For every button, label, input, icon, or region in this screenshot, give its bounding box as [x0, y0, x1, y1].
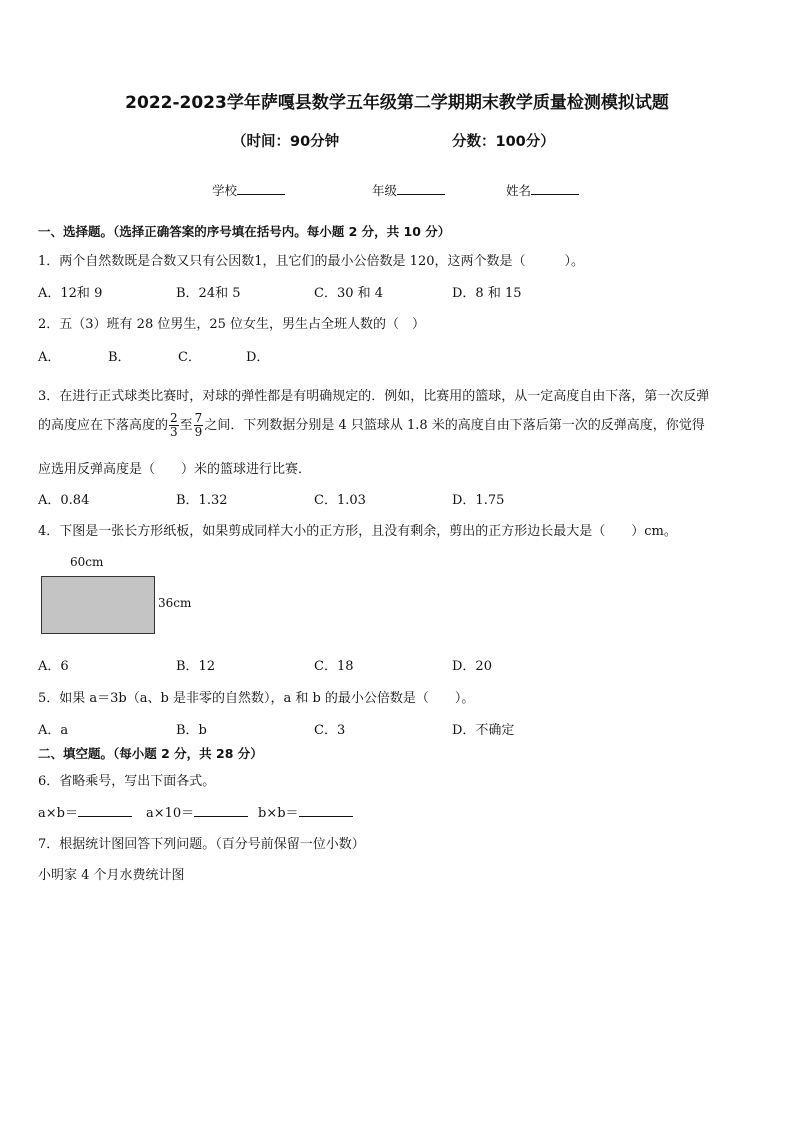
question-6: 6．省略乘号，写出下面各式。	[38, 774, 216, 789]
q1-option-a: A．12和 9	[38, 286, 103, 301]
school-blank	[237, 182, 285, 195]
answer-blank[interactable]	[78, 804, 132, 817]
name-field	[506, 181, 579, 199]
fraction-denominator: 9	[194, 425, 203, 439]
q3-text-b: 至	[179, 418, 193, 433]
grade-blank	[397, 182, 445, 195]
q3-option-c: C．1.03	[314, 493, 366, 508]
q5-option-c: C．3	[314, 723, 346, 738]
q4-option-d: D．20	[452, 659, 492, 674]
question-7: 7．根据统计图回答下列问题。（百分号前保留一位小数）	[38, 837, 365, 852]
question-3-line-1: 3．在进行正式球类比赛时，对球的弹性都是有明确规定的．例如，比赛用的篮球，从一定高度自由下落，第一次反弹	[38, 389, 710, 404]
school-field	[212, 181, 285, 199]
fraction-two-thirds	[169, 412, 179, 439]
q2-option-b: B．	[108, 350, 131, 365]
question-1: 1．两个自然数既是合数又只有公因数1，且它们的最小公倍数是 120，这两个数是（ ）。	[38, 254, 584, 269]
fraction-denominator: 3	[170, 425, 178, 439]
q3-option-b: B．1.32	[176, 493, 228, 508]
q2-option-d: D．	[246, 350, 270, 365]
cardboard-rectangle	[41, 576, 155, 634]
q4-option-b: B．12	[176, 659, 216, 674]
grade-field	[372, 181, 445, 199]
q3-option-d: D．1.75	[452, 493, 505, 508]
fraction-seven-ninths	[194, 412, 204, 439]
q1-option-c: C．30 和 4	[314, 286, 384, 301]
q3-option-a: A．0.84	[38, 493, 90, 508]
q1-option-d: D．8 和 15	[452, 286, 522, 301]
page-title: 2022-2023学年萨嘎县数学五年级第二学期期末教学质量检测模拟试题	[125, 93, 669, 113]
q6-fill-2	[146, 802, 248, 821]
q5-option-d: D．不确定	[452, 723, 515, 738]
name-blank	[531, 182, 579, 195]
exam-time: （时间：90分钟	[232, 134, 340, 150]
q1-option-b: B．24和 5	[176, 286, 241, 301]
question-2: 2．五（3）班有 28 位男生，25 位女生，男生占全班人数的（ ）	[38, 317, 426, 332]
q2-option-c: C．	[178, 350, 201, 365]
rectangle-height-label: 36cm	[158, 596, 192, 610]
q4-option-a: A．6	[38, 659, 69, 674]
name-label: 姓名	[506, 183, 532, 198]
q6-expression: a×10＝	[146, 806, 195, 821]
grade-label: 年级	[372, 183, 398, 198]
question-3-line-3: 应选用反弹高度是（ ）米的篮球进行比赛．	[38, 462, 312, 477]
q4-option-c: C．18	[314, 659, 354, 674]
question-4: 4．下图是一张长方形纸板，如果剪成同样大小的正方形，且没有剩余，剪出的正方形边长最大是（ ）cm。	[38, 524, 677, 539]
q5-option-a: A．a	[38, 723, 69, 738]
fraction-numerator: 2	[170, 411, 178, 425]
q6-fill-1	[38, 802, 132, 821]
rectangle-width-label: 60cm	[70, 555, 104, 569]
q6-fill-3	[258, 802, 353, 821]
fraction-numerator: 7	[194, 411, 203, 425]
q3-text-a: 的高度应在下落高度的	[38, 418, 169, 433]
exam-score: 分数：100分）	[452, 134, 555, 150]
answer-blank[interactable]	[299, 804, 353, 817]
question-5: 5．如果 a＝3b（a、b 是非零的自然数），a 和 b 的最小公倍数是（ ）。	[38, 691, 475, 706]
q3-text-c: 之间．下列数据分别是 4 只篮球从 1.8 米的高度自由下落后第一次的反弹高度，你觉得	[204, 418, 705, 433]
section-heading: 一、选择题。（选择正确答案的序号填在括号内。每小题 2 分，共 10 分）	[38, 224, 451, 239]
q2-option-a: A．	[38, 350, 61, 365]
chart-caption: 小明家 4 个月水费统计图	[38, 868, 185, 883]
school-label: 学校	[212, 183, 238, 198]
question-3-line-2	[38, 412, 705, 439]
q6-expression: a×b＝	[38, 806, 78, 821]
q6-expression: b×b＝	[258, 806, 299, 821]
section-heading: 二、填空题。（每小题 2 分，共 28 分）	[38, 746, 263, 761]
answer-blank[interactable]	[194, 804, 248, 817]
q5-option-b: B．b	[176, 723, 207, 738]
